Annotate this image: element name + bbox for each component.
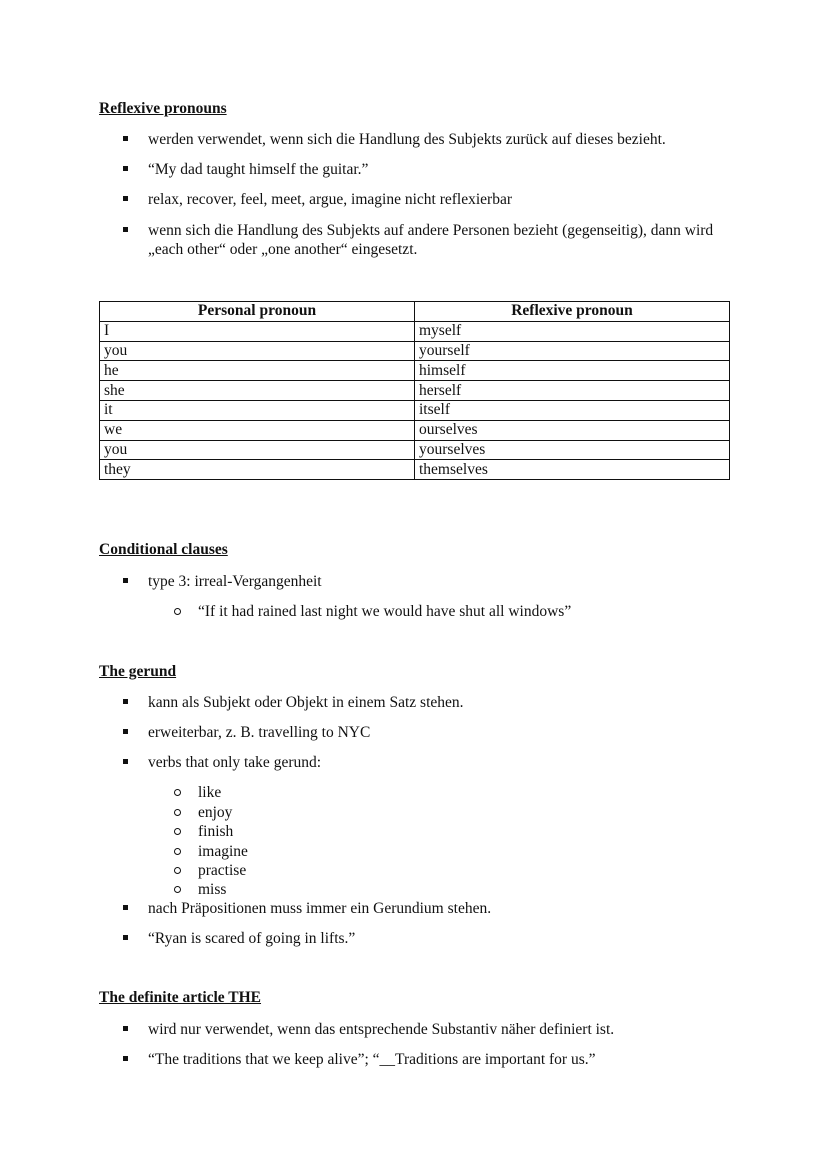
sub-list-item: practise <box>174 861 246 880</box>
pronoun-table <box>99 301 730 480</box>
square-bullet-icon <box>123 136 128 141</box>
circle-bullet-icon <box>174 828 181 835</box>
personal-cell: it <box>100 400 415 420</box>
list-item: “My dad taught himself the guitar.” <box>123 160 723 179</box>
circle-bullet-icon <box>174 867 181 874</box>
reflexive-cell: yourselves <box>415 440 730 460</box>
section-heading-gerund: The gerund <box>99 663 177 680</box>
table-row <box>100 361 730 381</box>
circle-bullet-icon <box>174 809 181 816</box>
square-bullet-icon <box>123 166 128 171</box>
circle-bullet-icon <box>174 608 181 615</box>
square-bullet-icon <box>123 227 128 232</box>
list-item: kann als Subjekt oder Objekt in einem Satz stehen. <box>123 693 723 712</box>
reflexive-cell: herself <box>415 381 730 401</box>
table-row <box>100 381 730 401</box>
section-heading-conditional: Conditional clauses <box>99 541 228 558</box>
personal-cell: they <box>100 460 415 480</box>
reflexive-cell: ourselves <box>415 420 730 440</box>
sub-list-item: enjoy <box>174 803 232 822</box>
table-row <box>100 460 730 480</box>
section-heading-reflexive: Reflexive pronouns <box>99 100 227 117</box>
personal-cell: we <box>100 420 415 440</box>
square-bullet-icon <box>123 729 128 734</box>
table-row <box>100 341 730 361</box>
table-header-row <box>100 302 730 322</box>
circle-bullet-icon <box>174 886 181 893</box>
list-item: wird nur verwendet, wenn das entsprechende Substantiv näher definiert ist. <box>123 1020 723 1039</box>
personal-cell: I <box>100 321 415 341</box>
sub-list-item: “If it had rained last night we would have shut all windows” <box>174 602 571 621</box>
square-bullet-icon <box>123 578 128 583</box>
section-heading-article: The definite article THE <box>99 989 262 1006</box>
list-item: type 3: irreal-Vergangenheit <box>123 572 723 591</box>
list-item: wenn sich die Handlung des Subjekts auf andere Personen bezieht (gegenseitig), dann wird „each other“ oder „one another“ eingesetzt. <box>123 221 723 259</box>
sub-list-item: like <box>174 783 221 802</box>
personal-cell: she <box>100 381 415 401</box>
square-bullet-icon <box>123 935 128 940</box>
list-item: “Ryan is scared of going in lifts.” <box>123 929 723 948</box>
sub-list-item: finish <box>174 822 233 841</box>
reflexive-cell: themselves <box>415 460 730 480</box>
column-header-personal: Personal pronoun <box>100 302 415 322</box>
table-row <box>100 420 730 440</box>
sub-list-item: miss <box>174 880 226 899</box>
square-bullet-icon <box>123 699 128 704</box>
square-bullet-icon <box>123 1056 128 1061</box>
sub-list-item: imagine <box>174 842 248 861</box>
list-item: werden verwendet, wenn sich die Handlung des Subjekts zurück auf dieses bezieht. <box>123 130 723 149</box>
table-row <box>100 400 730 420</box>
personal-cell: he <box>100 361 415 381</box>
reflexive-cell: himself <box>415 361 730 381</box>
square-bullet-icon <box>123 196 128 201</box>
list-item: erweiterbar, z. B. travelling to NYC <box>123 723 723 742</box>
square-bullet-icon <box>123 1026 128 1031</box>
circle-bullet-icon <box>174 848 181 855</box>
circle-bullet-icon <box>174 789 181 796</box>
personal-cell: you <box>100 440 415 460</box>
list-item: nach Präpositionen muss immer ein Gerundium stehen. <box>123 899 723 918</box>
list-item: verbs that only take gerund: <box>123 753 723 772</box>
personal-cell: you <box>100 341 415 361</box>
reflexive-cell: yourself <box>415 341 730 361</box>
list-item: relax, recover, feel, meet, argue, imagine nicht reflexierbar <box>123 190 723 209</box>
table-row <box>100 440 730 460</box>
square-bullet-icon <box>123 905 128 910</box>
list-item: “The traditions that we keep alive”; “__Traditions are important for us.” <box>123 1050 723 1069</box>
column-header-reflexive: Reflexive pronoun <box>415 302 730 322</box>
square-bullet-icon <box>123 759 128 764</box>
reflexive-cell: myself <box>415 321 730 341</box>
reflexive-cell: itself <box>415 400 730 420</box>
table-row <box>100 321 730 341</box>
